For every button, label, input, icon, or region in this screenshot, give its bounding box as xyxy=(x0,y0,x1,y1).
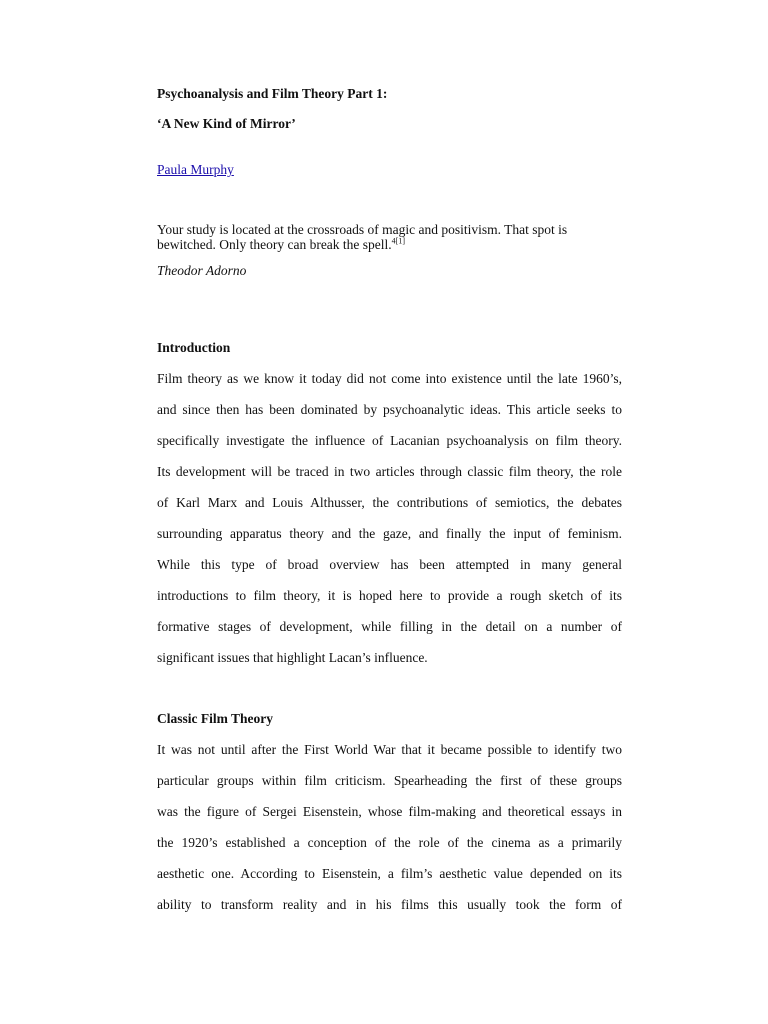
text-line: of Karl Marx and Louis Althusser, the contributions of semiotics, the debates xyxy=(157,495,622,510)
text-line: aesthetic one. According to Eisenstein, a film’s aesthetic value depended on its xyxy=(157,866,622,881)
text-line: ability to transform reality and in his films this usually took the form of xyxy=(157,897,622,912)
text-line: the 1920’s established a conception of the role of the cinema as a primarily xyxy=(157,835,622,850)
text-line: particular groups within film criticism. Spearheading the first of these groups xyxy=(157,773,622,788)
section-body-classic-film-theory xyxy=(157,734,622,920)
text-line: It was not until after the First World War that it became possible to identify two xyxy=(157,742,622,757)
text-line: was the figure of Sergei Eisenstein, whose film-making and theoretical essays in xyxy=(157,804,622,819)
document-title: Psychoanalysis and Film Theory Part 1: xyxy=(157,86,388,101)
author-link[interactable]: Paula Murphy xyxy=(157,162,234,177)
epigraph-attribution: Theodor Adorno xyxy=(157,263,247,278)
epigraph-line: bewitched. Only theory can break the spell. xyxy=(157,237,392,252)
section-heading-introduction: Introduction xyxy=(157,340,231,355)
epigraph-line: Your study is located at the crossroads of magic and positivism. That spot is xyxy=(157,222,568,237)
text-line: formative stages of development, while filling in the detail on a number of xyxy=(157,619,622,634)
text-line: While this type of broad overview has been attempted in many general xyxy=(157,557,622,572)
text-line: specifically investigate the influence of Lacanian psychoanalysis on film theory. xyxy=(157,433,622,448)
text-line: introductions to film theory, it is hoped here to provide a rough sketch of its xyxy=(157,588,622,603)
section-body-introduction xyxy=(157,363,622,673)
epigraph-quote xyxy=(157,222,622,252)
text-line: Its development will be traced in two articles through classic film theory, the role xyxy=(157,464,622,479)
text-line: and since then has been dominated by psychoanalytic ideas. This article seeks to xyxy=(157,402,622,417)
text-line: Film theory as we know it today did not come into existence until the late 1960’s, xyxy=(157,371,622,386)
footnote-marker[interactable]: 4[1] xyxy=(391,236,405,246)
text-line: surrounding apparatus theory and the gaze, and finally the input of feminism. xyxy=(157,526,622,541)
section-heading-classic-film-theory: Classic Film Theory xyxy=(157,711,273,726)
document-subtitle: ‘A New Kind of Mirror’ xyxy=(157,116,296,131)
document-body xyxy=(157,86,622,920)
text-line: significant issues that highlight Lacan’s influence. xyxy=(157,650,428,665)
